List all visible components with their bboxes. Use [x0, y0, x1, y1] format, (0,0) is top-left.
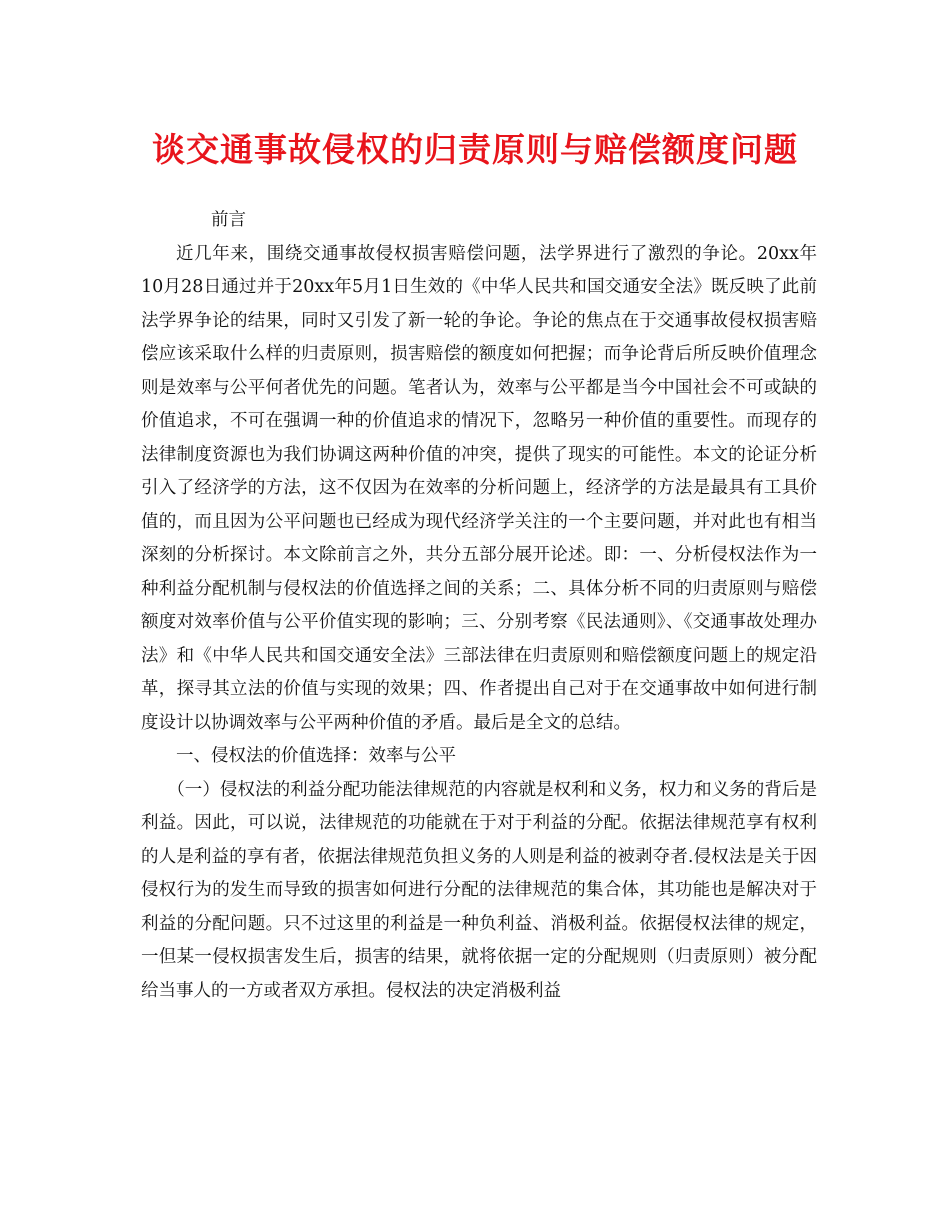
- section-heading: 一、侵权法的价值选择：效率与公平: [176, 746, 456, 766]
- document-body: [141, 204, 817, 1008]
- preface-paragraph: 近几年来，围绕交通事故侵权损害赔偿问题，法学界进行了激烈的争论。20xx年10月28日通过并于20xx年5月1日生效的《中华人民共和国交通安全法》既反映了此前法学界争论的结果，同时又引发了新一轮的争论。争论的焦点在于交通事故侵权损害赔偿应该采取什么样的归责原则，损害赔偿的额度如何把握；而争论背后所反映价值理念则是效率与公平何者优先的问题。笔者认为，效率与公平都是当今中国社会不可或缺的价值追求，不可在强调一种的价值追求的情况下，忽略另一种价值的重要性。而现存的法律制度资源也为我们协调这两种价值的冲突，提供了现实的可能性。本文的论证分析引入了经济学的方法，这不仅因为在效率的分析问题上，经济学的方法是最具有工具价值的，而且因为公平问题也已经成为现代经济学关注的一个主要问题，并对此也有相当深刻的分析探讨。本文除前言之外，共分五部分展开论述。即：一、分析侵权法作为一种利益分配机制与侵权法的价值选择之间的关系；二、具体分析不同的归责原则与赔偿额度对效率价值与公平价值实现的影响；三、分别考察《民法通则》、《交通事故处理办法》和《中华人民共和国交通安全法》三部法律在归责原则和赔偿额度问题上的规定沿革，探寻其立法的价值与实现的效果；四、作者提出自己对于在交通事故中如何进行制度设计以协调效率与公平两种价值的矛盾。最后是全文的总结。: [141, 243, 817, 733]
- document-title: 谈交通事故侵权的归责原则与赔偿额度问题: [152, 130, 798, 169]
- preface-heading: 前言: [211, 210, 246, 230]
- subsection-paragraph: （一）侵权法的利益分配功能法律规范的内容就是权利和义务，权力和义务的背后是利益。因此，可以说，法律规范的功能就在于对于利益的分配。依据法律规范享有权利的人是利益的享有者，依据法律规范负担义务的人则是利益的被剥夺者.侵权法是关于因侵权行为的发生而导致的损害如何进行分配的法律规范的集合体，其功能也是解决对于利益的分配问题。只不过这里的利益是一种负利益、消极利益。依据侵权法律的规定，一但某一侵权损害发生后，损害的结果，就将依据一定的分配规则（归责原则）被分配给当事人的一方或者双方承担。侵权法的决定消极利益: [141, 779, 817, 1001]
